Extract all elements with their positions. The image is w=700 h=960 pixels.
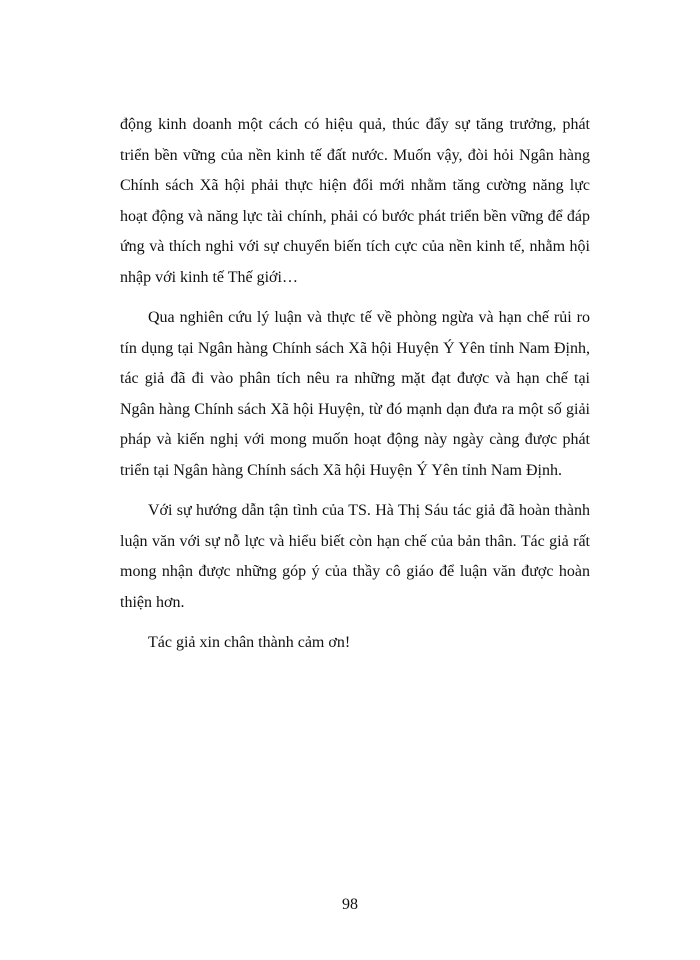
paragraph-research-summary: Qua nghiên cứu lý luận và thực tế về phòng ngừa và hạn chế rủi ro tín dụng tại Ngân hàng Chính sách Xã hội Huyện Ý Yên tỉnh Nam Định, tác giả đã đi vào phân tích nêu ra những mặt đạt được và hạn chế tại Ngân hàng Chính sách Xã hội Huyện, từ đó mạnh dạn đưa ra một số giải pháp và kiến nghị với mong muốn hoạt động này ngày càng được phát triển tại Ngân hàng Chính sách Xã hội Huyện Ý Yên tỉnh Nam Định.: [120, 309, 590, 479]
paragraph-acknowledgement: Với sự hướng dẫn tận tình của TS. Hà Thị Sáu tác giả đã hoàn thành luận văn với sự nỗ lực và hiểu biết còn hạn chế của bản thân. Tác giả rất mong nhận được những góp ý của thầy cô giáo để luận văn được hoàn thiện hơn.: [120, 502, 590, 611]
body-text: [120, 110, 590, 659]
paragraph-continuation: động kinh doanh một cách có hiệu quả, thúc đẩy sự tăng trưởng, phát triển bền vững của nền kinh tế đất nước. Muốn vậy, đòi hỏi Ngân hàng Chính sách Xã hội phải thực hiện đổi mới nhằm tăng cường năng lực hoạt động và năng lực tài chính, phải có bước phát triển bền vững để đáp ứng và thích nghi với sự chuyển biến tích cực của nền kinh tế, nhằm hội nhập với kinh tế Thế giới…: [120, 116, 590, 286]
page-number: 98: [342, 896, 358, 913]
paragraph-thanks: Tác giả xin chân thành cảm ơn!: [148, 634, 351, 651]
